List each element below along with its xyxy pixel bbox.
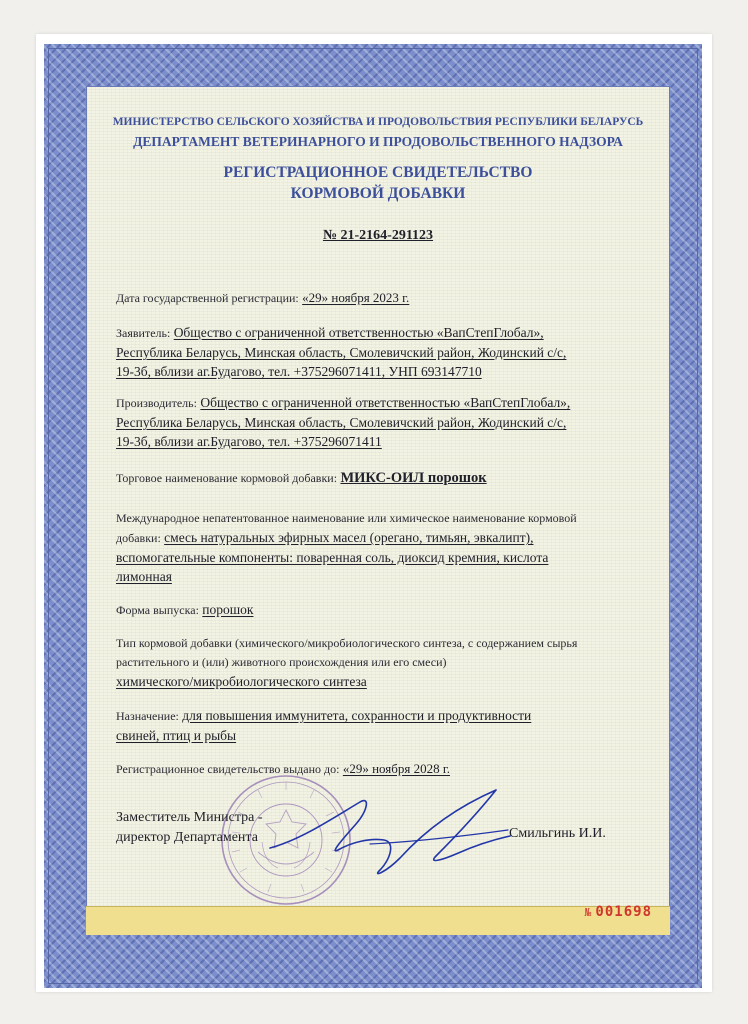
additive-type-value: химического/микробиологического синтеза (116, 674, 367, 689)
document-title-line2: КОРМОВОЙ ДОБАВКИ (290, 185, 466, 202)
inn-block (116, 509, 660, 586)
signatory-position (116, 808, 262, 848)
valid-until-label: Регистрационное свидетельство выдано до: (116, 762, 340, 776)
registration-date-row (116, 288, 660, 308)
applicant-line2: Республика Беларусь, Минская область, Смолевичский район, Жодинский с/с, (116, 345, 567, 360)
signatory-name: Смильгинь И.И. (509, 826, 606, 841)
form-label: Форма выпуска: (116, 603, 199, 617)
manufacturer-line2: Республика Беларусь, Минская область, Смолевичский район, Жодинский с/с, (116, 415, 567, 430)
applicant-line3: 19-3б, вблизи аг.Будагово, тел. +375296071411, УНП 693147710 (116, 364, 482, 379)
applicant-line1: Общество с ограниченной ответственностью «ВапСтепГлобал», (173, 325, 544, 340)
trade-name-label: Торговое наименование кормовой добавки: (116, 471, 338, 485)
serial-number (585, 904, 652, 920)
signatory-position-line2: директор Департамента (116, 830, 258, 845)
handwritten-signature (260, 780, 520, 890)
document-title-line1: РЕГИСТРАЦИОННОЕ СВИДЕТЕЛЬСТВО (223, 164, 533, 181)
registration-number: № 21-2164-291123 (322, 228, 434, 243)
form-value: порошок (202, 602, 254, 617)
purpose-label: Назначение: (116, 709, 179, 723)
registration-date-label: Дата государственной регистрации: (116, 291, 299, 305)
serial-digits: 001698 (595, 904, 652, 920)
serial-number-band (86, 906, 670, 935)
applicant-label: Заявитель: (116, 326, 171, 340)
purpose-value-line2: свиней, птиц и рыбы (116, 728, 237, 743)
valid-until-value: «29» ноября 2028 г. (342, 761, 450, 776)
manufacturer-line3: 19-3б, вблизи аг.Будагово, тел. +375296071411 (116, 434, 382, 449)
applicant-block (116, 323, 660, 381)
registration-date-value: «29» ноября 2023 г. (302, 290, 410, 305)
serial-prefix: № (584, 906, 593, 919)
inn-value-line1: смесь натуральных эфирных масел (орегано, тимьян, эвкалипт), (164, 530, 534, 545)
additive-type-label-line2: растительного и (или) животного происхождения или его смеси) (116, 655, 447, 669)
ministry-name: МИНИСТЕРСТВО СЕЛЬСКОГО ХОЗЯЙСТВА И ПРОДОВОЛЬСТВИЯ РЕСПУБЛИКИ БЕЛАРУСЬ (112, 116, 644, 128)
additive-type-label-line1: Тип кормовой добавки (химического/микробиологического синтеза, с содержанием сырья (116, 636, 578, 650)
department-name: ДЕПАРТАМЕНТ ВЕТЕРИНАРНОГО И ПРОДОВОЛЬСТВЕННОГО НАДЗОРА (133, 134, 623, 149)
trade-name-row (116, 468, 660, 488)
inn-value-line2: вспомогательные компоненты: поваренная соль, диоксид кремния, кислота (116, 550, 549, 565)
manufacturer-line1: Общество с ограниченной ответственностью «ВапСтепГлобал», (200, 395, 571, 410)
trade-name-value: МИКС-ОИЛ порошок (340, 470, 487, 486)
purpose-block (116, 706, 660, 745)
form-row (116, 600, 660, 620)
manufacturer-block (116, 393, 660, 451)
valid-until-row (116, 759, 660, 779)
inn-label-line2: добавки: (116, 531, 161, 545)
manufacturer-label: Производитель: (116, 396, 197, 410)
signatory-position-line1: Заместитель Министра - (116, 810, 263, 825)
purpose-value-line1: для повышения иммунитета, сохранности и продуктивности (182, 708, 532, 723)
additive-type-block (116, 634, 660, 691)
inn-value-line3: лимонная (116, 569, 172, 584)
inn-label-line1: Международное непатентованное наименование или химическое наименование кормовой (116, 511, 577, 525)
